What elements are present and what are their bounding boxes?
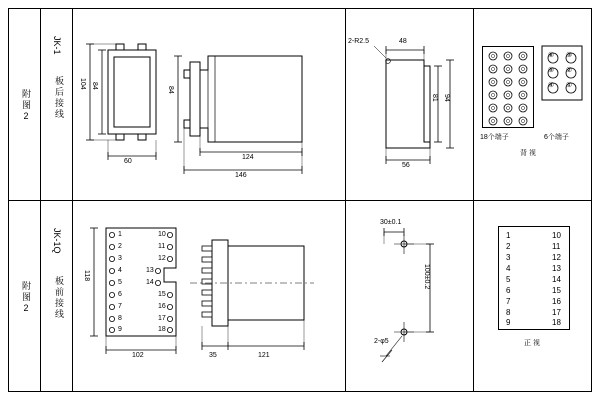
terminal-6-num-6: ⑥ (548, 52, 555, 59)
pin-label-13: 13 (146, 267, 154, 274)
fig-label-top: 附图2 (21, 89, 31, 123)
front-pin-7: 7 (506, 297, 511, 306)
pin-label-9: 9 (118, 326, 122, 333)
front-pin-10: 10 (552, 231, 561, 240)
pin-label-15: 15 (158, 291, 166, 298)
caption-back-view: 背 视 (520, 150, 536, 157)
pin-label-6: 6 (118, 291, 122, 298)
terminal-6-num-4: ④ (548, 82, 555, 89)
front-pin-12: 12 (552, 253, 561, 262)
dim-depth-body: 121 (258, 352, 270, 359)
model-label-bottom: JK-1Q (52, 228, 62, 254)
top-front-view-svg (80, 30, 335, 180)
front-pin-6: 6 (506, 286, 511, 295)
front-pin-14: 14 (552, 275, 561, 284)
row-divider (8, 200, 592, 201)
note-hole-size: 2-φ5 (374, 338, 389, 345)
dim-height-overall-top: 104 (79, 78, 86, 90)
dim-width-bottom-cutout: 56 (402, 162, 410, 169)
pin-label-12: 12 (158, 255, 166, 262)
pin-label-7: 7 (118, 303, 122, 310)
terminal-6-num-5: ⑤ (548, 67, 555, 74)
dim-height-inner2-top: 84 (167, 86, 174, 94)
dim-drill-vertical: 100±0.2 (423, 264, 430, 290)
front-pin-3: 3 (506, 253, 511, 262)
model-label-bottom-group (44, 228, 70, 358)
dim-height-inner-cutout: 81 (431, 94, 438, 102)
front-pin-16: 16 (552, 297, 561, 306)
dim-width-top-cutout: 48 (399, 38, 407, 45)
dim-drill-horizontal: 30±0.1 (380, 219, 402, 226)
dim-width-overall-top: 146 (235, 172, 247, 179)
bottom-drill-svg (352, 216, 470, 376)
model-label-top: JK-1 (52, 36, 62, 55)
front-pin-5: 5 (506, 275, 511, 284)
bottom-terminal-view (480, 222, 586, 362)
front-pin-15: 15 (552, 286, 561, 295)
model-label-top-group (44, 36, 70, 166)
note-corner-radius: 2-R2.5 (348, 38, 370, 45)
dim-width-overall-bottom: 102 (132, 352, 144, 359)
front-pin-8: 8 (506, 308, 511, 317)
dim-width-inner-top: 60 (124, 158, 132, 165)
caption-18-terminals: 18个端子 (480, 134, 509, 141)
front-pin-13: 13 (552, 264, 561, 273)
pin-label-11: 11 (158, 243, 166, 250)
terminal-6-num-2: ② (566, 67, 573, 74)
front-pin-11: 11 (552, 242, 561, 251)
dim-height-inner-top: 84 (91, 82, 98, 90)
terminal-6-num-1: ① (566, 82, 573, 89)
dim-depth-front: 35 (209, 352, 217, 359)
front-pin-1: 1 (506, 231, 511, 240)
dim-height-overall-bottom: 118 (83, 270, 90, 282)
pin-label-4: 4 (118, 267, 122, 274)
front-pin-17: 17 (552, 308, 561, 317)
top-terminal-view (480, 38, 586, 178)
front-pin-2: 2 (506, 242, 511, 251)
top-front-view (80, 30, 335, 180)
pin-label-1: 1 (118, 231, 122, 238)
dim-width-mid-top: 124 (242, 154, 254, 161)
dim-height-outer-cutout: 94 (443, 94, 450, 102)
pin-label-5: 5 (118, 279, 122, 286)
caption-6-terminals: 6个端子 (544, 134, 569, 141)
pin-label-3: 3 (118, 255, 122, 262)
pin-label-18: 18 (158, 326, 166, 333)
caption-front-view: 正 视 (524, 340, 540, 347)
pin-label-16: 16 (158, 303, 166, 310)
mount-label-bottom: 板前接线 (54, 276, 64, 320)
bottom-front-view (80, 216, 335, 376)
pin-label-10: 10 (158, 231, 166, 238)
pin-label-17: 17 (158, 315, 166, 322)
top-cutout-view-svg (352, 30, 470, 180)
pin-label-8: 8 (118, 315, 122, 322)
front-pin-18: 18 (552, 318, 561, 327)
bottom-drill-view (352, 216, 470, 376)
front-pin-4: 4 (506, 264, 511, 273)
fig-label-bottom: 附图2 (21, 281, 31, 315)
pin-label-2: 2 (118, 243, 122, 250)
pin-label-14: 14 (146, 279, 154, 286)
top-cutout-view (348, 30, 470, 180)
mount-label-top: 板后接线 (54, 76, 64, 120)
front-pin-9: 9 (506, 318, 511, 327)
terminal-6-num-3: ③ (566, 52, 573, 59)
